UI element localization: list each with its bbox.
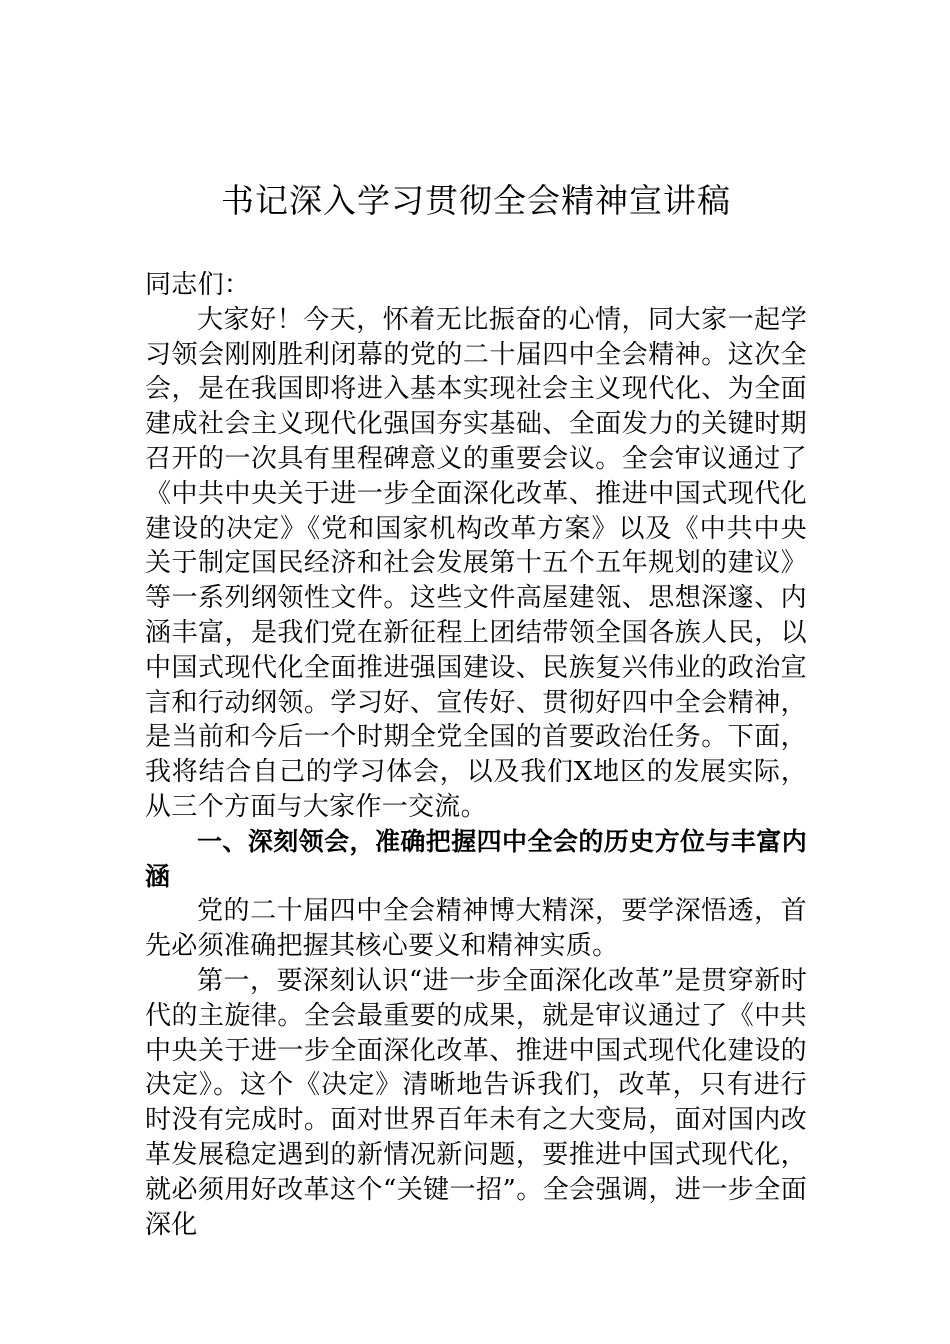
paragraph-point-1: 第一，要深刻认识“进一步全面深化改革”是贯穿新时代的主旋律。全会最重要的成果，就是审议通过了《中共中央关于进一步全面深化改革、推进中国式现代化建设的决定》。这个《决定》清晰地告诉我们，改革，只有进行时没有完成时。面对世界百年未有之大变局，面对国内改革发展稳定遇到的新情况新问题，要推进中国式现代化，就必须用好改革这个“关键一招”。全会强调，进一步全面深化 [145,965,807,1240]
paragraph-intro: 大家好！今天，怀着无比振奋的心情，同大家一起学习领会刚刚胜利闭幕的党的二十届四中全会精神。这次全会，是在我国即将进入基本实现社会主义现代化、为全面建成社会主义现代化强国夯实基础、全面发力的关键时期召开的一次具有里程碑意义的重要会议。全会审议通过了《中共中央关于进一步全面深化改革、推进中国式现代化建设的决定》《党和国家机构改革方案》以及《中共中央关于制定国民经济和社会发展第十五个五年规划的建议》等一系列纲领性文件。这些文件高屋建瓴、思想深邃、内涵丰富，是我们党在新征程上团结带领全国各族人民，以中国式现代化全面推进强国建设、民族复兴伟业的政治宣言和行动纲领。学习好、宣传好、贯彻好四中全会精神，是当前和今后一个时期全党全国的首要政治任务。下面，我将结合自己的学习体会，以及我们X地区的发展实际，从三个方面与大家作一交流。 [145,304,807,822]
document-title: 书记深入学习贯彻全会精神宣讲稿 [221,181,731,220]
paragraph-section-1-lead: 党的二十届四中全会精神博大精深，要学深悟透，首先必须准确把握其核心要义和精神实质。 [145,896,807,962]
document-page [145,178,807,1242]
section-heading-1: 一、深刻领会，准确把握四中全会的历史方位与丰富内涵 [145,826,807,891]
salutation: 同志们： [145,270,251,300]
